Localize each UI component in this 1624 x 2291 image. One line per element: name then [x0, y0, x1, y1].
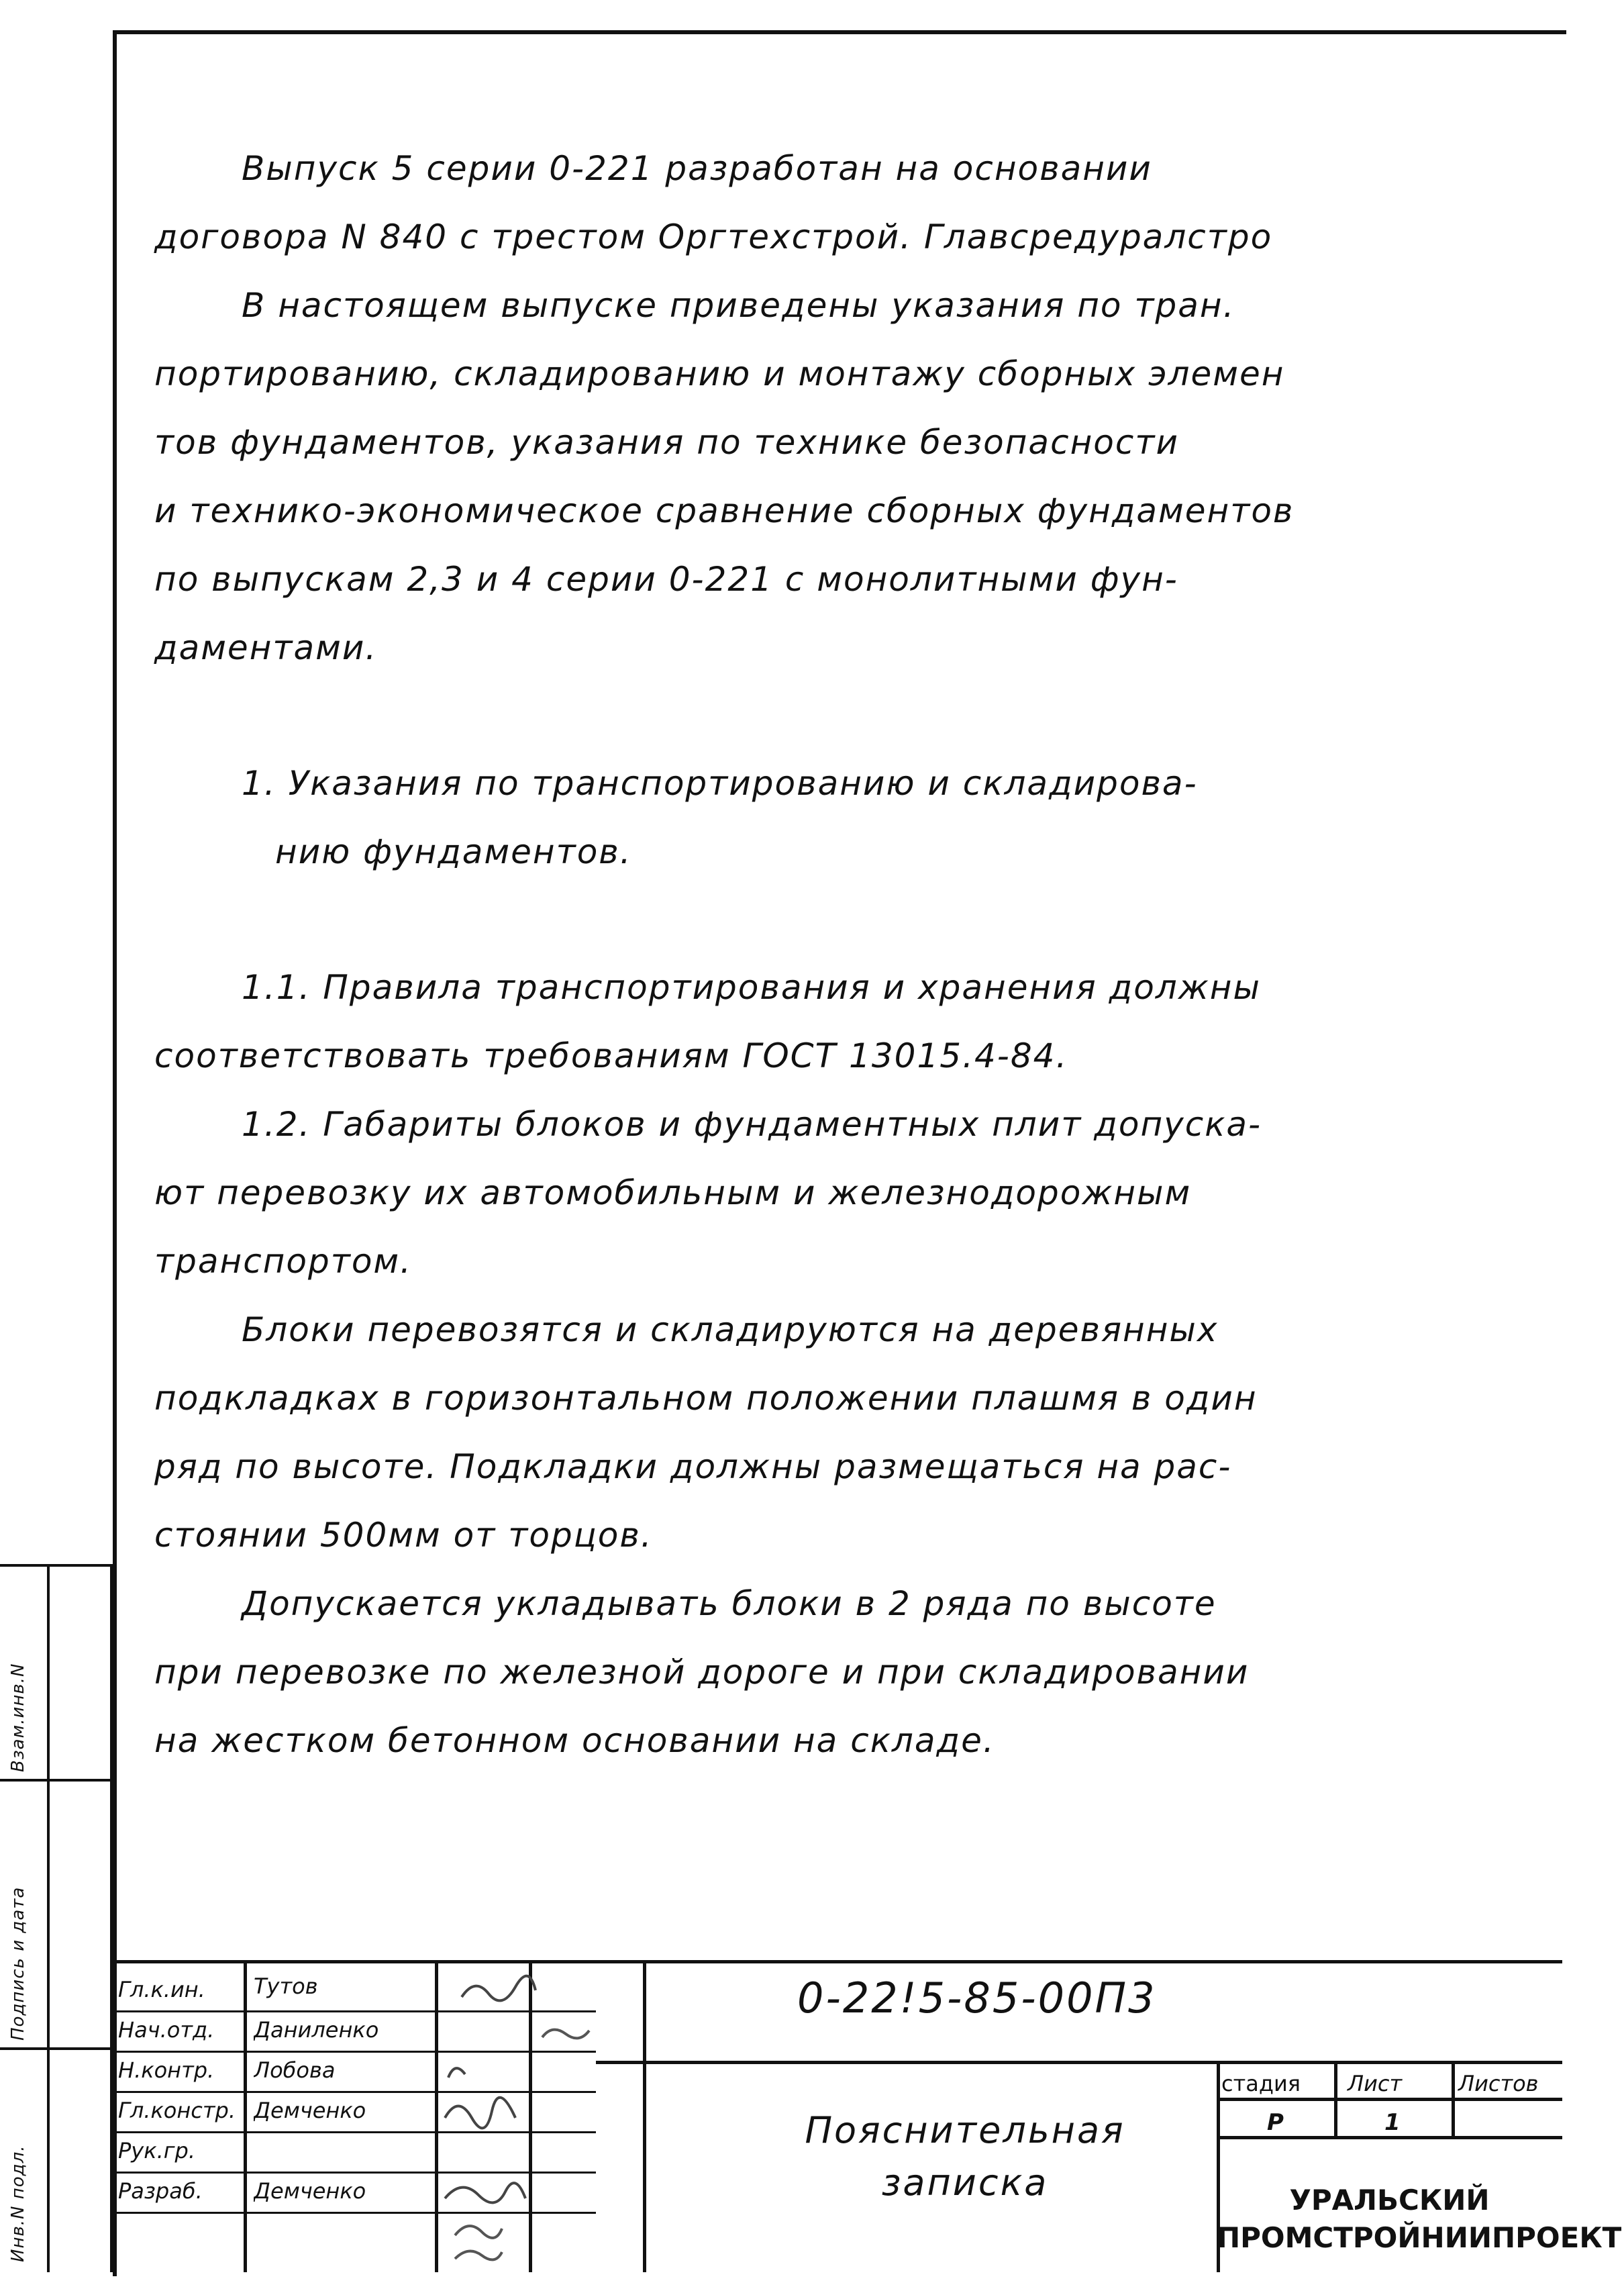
body-line: ют перевозку их автомобильным и железнодорожным — [154, 1173, 1192, 1212]
body-line: и технико-экономическое сравнение сборных фундаментов — [154, 491, 1295, 530]
stage-header: стадия — [1221, 2071, 1301, 2096]
body-line: стоянии 500мм от торцов. — [154, 1516, 653, 1555]
margin-label-inv-orig: Инв.N подл. — [8, 2145, 28, 2262]
document-title-line: записка — [881, 2161, 1049, 2204]
body-line: при перевозке по железной дороге и при складировании — [154, 1653, 1250, 1692]
name-cell: Тутов — [254, 1973, 318, 1999]
body-line: В настоящем выпуске приведены указания по тран. — [242, 286, 1235, 325]
sheets-header: Листов — [1458, 2071, 1539, 2096]
margin-divider — [0, 1779, 110, 1782]
heading-line: нию фундаментов. — [275, 832, 632, 871]
document-title — [730, 2104, 1200, 2209]
margin-divider — [0, 2047, 110, 2050]
body-line: подкладках в горизонтальном положении плашмя в один — [154, 1379, 1258, 1418]
margin-label-sign-date: Подпись и дата — [8, 1886, 28, 2041]
name-cell: Лобова — [254, 2057, 336, 2083]
name-cell: Демченко — [254, 2178, 366, 2204]
role-cell: Н.контр. — [118, 2057, 215, 2083]
body-line: ряд по высоте. Подкладки должны размещаться на рас- — [154, 1447, 1232, 1486]
margin-stamp — [0, 1564, 113, 2272]
body-line: даментами. — [154, 628, 378, 667]
heading-line: 1. Указания по транспортированию и складирова- — [242, 764, 1198, 803]
body-line: Блоки перевозятся и складируются на деревянных — [242, 1310, 1219, 1349]
name-cell: Даниленко — [254, 2017, 379, 2043]
body-line: по выпускам 2,3 и 4 серии 0-221 с монолитными фун- — [154, 560, 1178, 599]
stage-value: Р — [1267, 2109, 1284, 2136]
body-line: договора N 840 с трестом Оргтехстрой. Главсредуралстро — [154, 217, 1273, 256]
body-line: на жестком бетонном основании на складе. — [154, 1721, 995, 1760]
body-line: тов фундаментов, указания по технике безопасности — [154, 423, 1179, 462]
role-cell: Гл.констр. — [118, 2098, 236, 2123]
role-cell: Нач.отд. — [118, 2017, 215, 2043]
organization-line: ПРОМСТРОЙНИИПРОЕКТ — [1217, 2221, 1622, 2254]
name-cell: Демченко — [254, 2098, 366, 2123]
sheet-value: 1 — [1384, 2109, 1401, 2136]
role-cell: Гл.к.ин. — [118, 1977, 205, 2002]
body-line: 1.2. Габариты блоков и фундаментных плит допуска- — [242, 1105, 1262, 1144]
title-block — [113, 1960, 1622, 2272]
body-line: Допускается укладывать блоки в 2 ряда по высоте — [242, 1584, 1217, 1623]
document-code: 0-22!5-85-00П3 — [797, 1973, 1157, 2022]
document-title-line: Пояснительная — [805, 2109, 1125, 2151]
body-line: портированию, складированию и монтажу сборных элемен — [154, 354, 1285, 393]
signature-scribbles — [435, 1960, 643, 2272]
margin-label-inv-dup: Взам.инв.N — [8, 1663, 28, 1772]
section-heading — [154, 749, 1570, 886]
margin-divider — [0, 1564, 110, 1567]
body-line: соответствовать требованиям ГОСТ 13015.4-84. — [154, 1036, 1068, 1075]
document-body — [154, 134, 1570, 1775]
margin-column — [50, 1564, 113, 2272]
body-line: 1.1. Правила транспортирования и хранения должны — [242, 968, 1261, 1007]
role-cell: Разраб. — [118, 2178, 203, 2204]
body-line: транспортом. — [154, 1242, 413, 1281]
sheet-header: Лист — [1348, 2071, 1403, 2096]
body-line: Выпуск 5 серии 0-221 разработан на основании — [242, 149, 1152, 188]
organization-line: УРАЛЬСКИЙ — [1289, 2184, 1490, 2216]
organization-name — [1217, 2182, 1622, 2257]
role-cell: Рук.гр. — [118, 2138, 196, 2163]
